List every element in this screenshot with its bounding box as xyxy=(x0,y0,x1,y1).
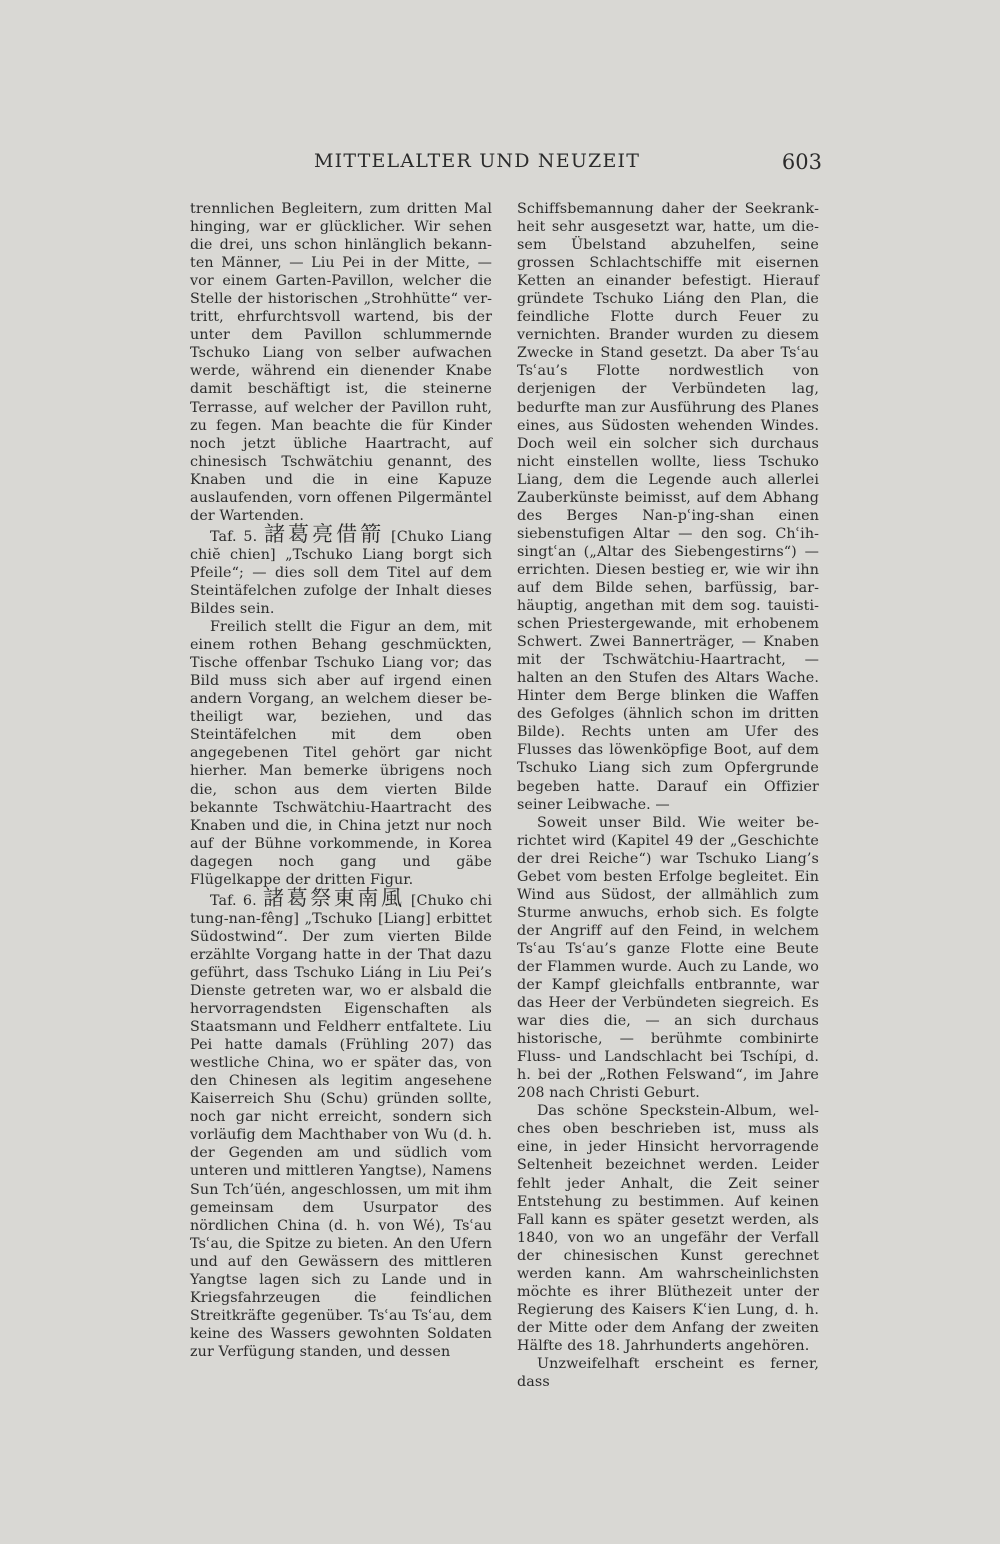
plate-5-label: Taf. 5. xyxy=(210,528,258,545)
plate-6-text: [Chuko chi tung-nan-fêng] „Tschuko [Liang] erbittet Südostwind“. Der zum vierten Bilde erzählte Vorgang hatte in der That dazu geführt, dass Tschuko Liáng in Liu Pei’s Dienste getreten war, wo er alsbald die hervorragendsten Eigenschaften als Staatsmann und Feldherr entfaltete. Liu Pei hatte damals (Frühling 207) das westliche China, wo er später das, von den Chinesen als legitim angesehene Kaiserreich Shu (Schu) gründen sollte, noch gar nicht erreicht, sondern sich vorläufig dem Machthaber von Wu (d. h. der Gegenden am und südlich vom unteren und mittleren Yangtse), Namens Sun Tch’üén, angeschlossen, um mit ihm gemeinsam dem Usurpator des nördlichen China (d. h. von Wé), Tsʿau Tsʿau, die Spitze zu bieten. An den Ufern und auf den Gewässern des mittleren Yangtse lagen sich zu Lande und in Kriegsfahrzeugen die feindlichen Streitkräfte gegenüber. Tsʿau Tsʿau, dem keine des Wassers gewohnten Soldaten zur Verfügung standen, und dessen xyxy=(190,892,492,1360)
paragraph-right-2: Soweit unser Bild. Wie weiter berichtet wird (Kapitel 49 der „Geschichte der drei Reiche“) war Tschuko Liang’s Gebet vom besten Erfolge begleitet. Ein Wind aus Südost, der allmählich zum Sturme anwuchs, erhob sich. Es folgte der Angriff auf den Feind, in welchem Tsʿau Tsʿau’s ganze Flotte eine Beute der Flammen wurde. Auch zu Lande, wo der Kampf gleichfalls entbrannte, war das Heer der Verbündeten siegreich. Es war dies die, — an sich durchaus historische, — berühmte combinirte Fluss- und Landschlacht bei Tschípi, d. h. bei der „Rothen Felswand“, im Jahre 208 nach Christi Geburt. xyxy=(517,814,819,1102)
paragraph-right-4: Unzweifelhaft erscheint es ferner, dass xyxy=(517,1356,819,1391)
paragraph-plate-6 xyxy=(190,885,492,1361)
paragraph-left-1: trennlichen Begleitern, zum dritten Mal hinging, war er glücklicher. Wir sehen die drei, uns schon hinlänglich bekannten Männer, — Liu Pei in der Mitte, — vor einem Garten-Pavillon, welcher die Stelle der historischen „Strohhütte“ vertritt, ehrfurchtsvoll wartend, bis der unter dem Pavillon schlummernde Tschuko Liang von selber aufwachen werde, während ein dienender Knabe damit beschäftigt ist, die steinerne Terrasse, auf welcher der Pavillon ruht, zu fegen. Man beachte die für Kinder noch jetzt übliche Haartracht, auf chinesisch Tschwätchiu genannt, des Knaben und die in eine Kapuze auslaufenden, vorn offenen Pilgermäntel der Wartenden. xyxy=(190,201,492,524)
plate-6-label: Taf. 6. xyxy=(210,892,257,909)
paragraph-left-3: Freilich stellt die Figur an dem, mit einem rothen Behang geschmückten, Tische offenbar Tschuko Liang vor; das Bild muss sich aber auf irgend einen andern Vorgang, an welchem dieser betheiligt war, beziehen, und das Steintäfelchen mit dem oben angegebenen Titel gehört gar nicht hierher. Man bemerke übrigens noch die, schon aus dem vierten Bilde bekannte Tschwätchiu-Haartracht des Knaben und die, in China jetzt nur noch auf der Bühne vorkommende, in Korea dagegen noch gang und gäbe Flügelkappe der dritten Figur. xyxy=(190,619,492,888)
plate-5-text: [Chuko Liang chiĕ chien] „Tschuko Liang borgt sich Pfeile“; — dies soll dem Titel auf dem Steintäfelchen zufolge der Inhalt dieses Bildes sein. xyxy=(190,528,492,618)
plate-6-chinese-title: 諸葛祭東南風 xyxy=(263,885,405,910)
plate-5-chinese-title: 諸葛亮借箭 xyxy=(263,521,385,546)
left-column xyxy=(190,200,492,1361)
paragraph-right-1: Schiffsbemannung daher der Seekrankheit sehr ausgesetzt war, hatte, um diesem Übelstand abzuhelfen, seine grossen Schlachtschiffe mit eisernen Ketten an einander befestigt. Hierauf gründete Tschuko Liáng den Plan, die feindliche Flotte durch Feuer zu vernichten. Brander wurden zu diesem Zwecke in Stand gesetzt. Da aber Tsʿau Tsʿau’s Flotte nordwestlich von derjenigen der Verbündeten lag, bedurfte man zur Ausführung des Planes eines, aus Südosten wehenden Windes. Doch weil ein solcher sich durchaus nicht einstellen wollte, liess Tschuko Liang, dem die Legende auch allerlei Zauberkünste beimisst, auf dem Abhang des Berges Nan-pʿing-shan einen siebenstufigen Altar — den sog. Chʿihsingtʿan („Altar des Siebengestirns“) — errichten. Diesen bestieg er, wie wir ihn auf dem Bilde sehen, barfüssig, barhäuptig, angethan mit dem sog. tauistischen Priestergewande, mit erhobenem Schwert. Zwei Bannerträger, — Knaben mit der Tschwätchiu-Haartracht, — halten an den Stufen des Altars Wache. Hinter dem Berge blinken die Waffen des Gefolges (ähnlich schon im dritten Bilde). Rechts unten am Ufer des Flusses das löwenköpfige Boot, auf dem Tschuko Liang sich zum Opfergrunde begeben hatte. Darauf ein Offizier seiner Leibwache. — xyxy=(517,201,819,813)
paragraph-plate-5 xyxy=(190,521,492,618)
running-title: MITTELALTER UND NEUZEIT xyxy=(314,150,641,172)
paragraph-right-3: Das schöne Speckstein-Album, welches oben beschrieben ist, muss als eine, in jeder Hinsicht hervorragende Seltenheit bezeichnet werden. Leider fehlt jeder Anhalt, die Zeit seiner Entstehung zu bestimmen. Auf keinen Fall kann es später gesetzt werden, als 1840, von wo an ungefähr der Verfall der chinesischen Kunst gerechnet werden kann. Am wahrscheinlichsten möchte es ihrer Blüthezeit unter der Regierung des Kaisers Kʿien Lung, d. h. der Mitte oder dem Anfang der zweiten Hälfte des 18. Jahrhunderts angehören. xyxy=(517,1103,819,1354)
running-head xyxy=(190,150,830,178)
page-number: 603 xyxy=(781,150,822,174)
right-column xyxy=(517,200,819,1391)
